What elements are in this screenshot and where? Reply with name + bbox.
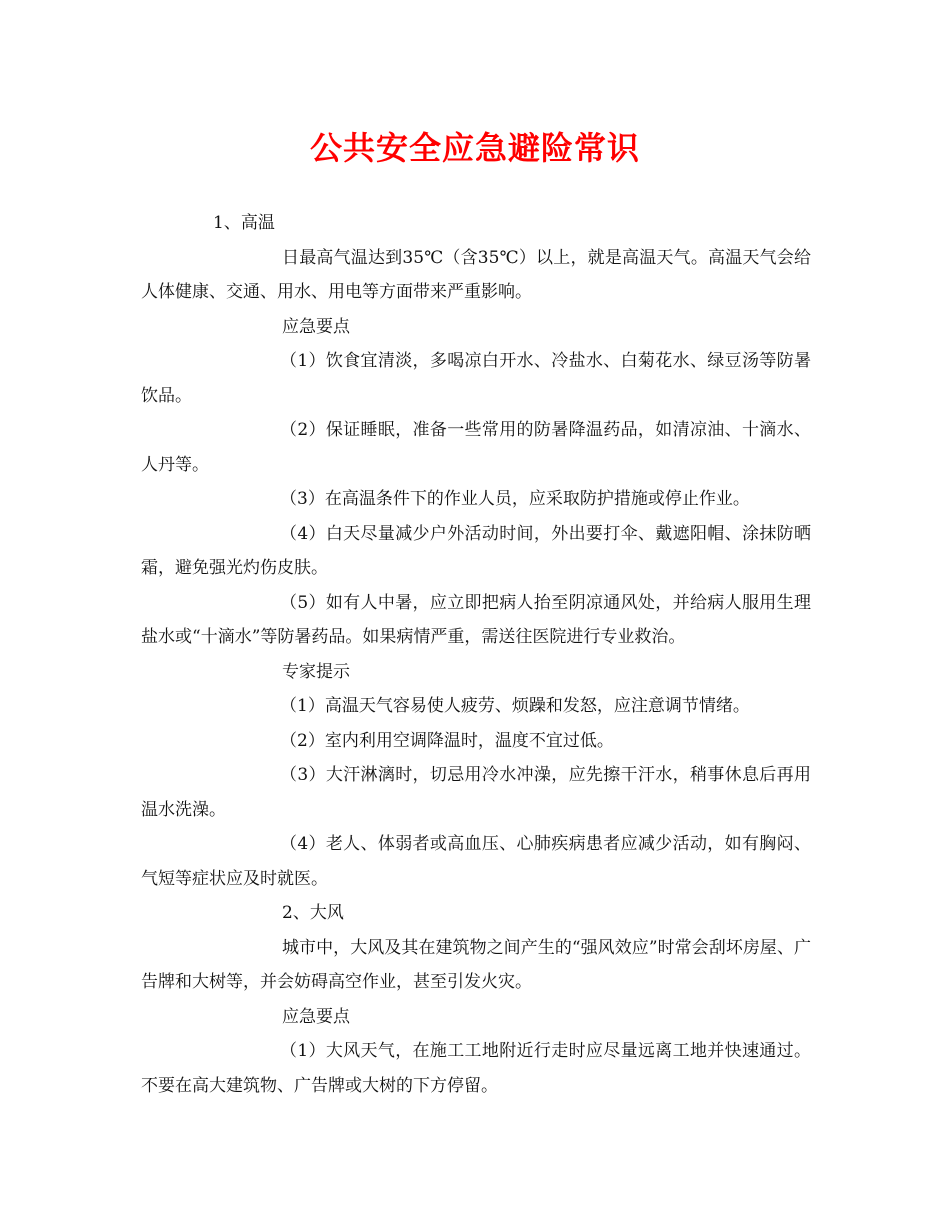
document-body (141, 206, 811, 1103)
heat-tip-4: （4）老人、体弱者或高血压、心肺疾病患者应减少活动，如有胸闷、气短等症状应及时就医。 (141, 834, 811, 889)
heat-intro-paragraph: 日最高气温达到35℃（含35℃）以上，就是高温天气。高温天气会给人体健康、交通、用水、用电等方面带来严重影响。 (141, 247, 811, 302)
heat-point-1: （1）饮食宜清淡，多喝凉白开水、冷盐水、白菊花水、绿豆汤等防暑饮品。 (141, 351, 811, 406)
wind-intro-paragraph: 城市中，大风及其在建筑物之间产生的“强风效应”时常会刮坏房屋、广告牌和大树等，并会妨碍高空作业，甚至引发火灾。 (141, 937, 811, 992)
heat-point-5: （5）如有人中暑，应立即把病人抬至阴凉通风处，并给病人服用生理盐水或“十滴水”等防暑药品。如果病情严重，需送往医院进行专业救治。 (141, 592, 811, 647)
wind-point-1: （1）大风天气，在施工工地附近行走时应尽量远离工地并快速通过。不要在高大建筑物、广告牌或大树的下方停留。 (141, 1041, 811, 1096)
heat-tip-3: （3）大汗淋漓时，切忌用冷水冲澡，应先擦干汗水，稍事休息后再用温水洗澡。 (141, 765, 811, 820)
document-title: 公共安全应急避险常识 (309, 129, 640, 167)
heat-emergency-points-heading: 应急要点 (282, 316, 350, 337)
wind-emergency-points-heading: 应急要点 (282, 1006, 350, 1027)
heat-point-4: （4）白天尽量减少户外活动时间，外出要打伞、戴遮阳帽、涂抹防晒霜，避免强光灼伤皮肤。 (141, 523, 811, 578)
heat-expert-tips-heading: 专家提示 (282, 661, 350, 682)
heat-point-2: （2）保证睡眠，准备一些常用的防暑降温药品，如清凉油、十滴水、人丹等。 (141, 420, 811, 475)
heat-tip-2: （2）室内利用空调降温时，温度不宜过低。 (280, 730, 614, 751)
section-heading-wind: 2、大风 (282, 903, 344, 923)
heat-tip-1: （1）高温天气容易使人疲劳、烦躁和发怒，应注意调节情绪。 (280, 696, 750, 716)
heat-point-3: （3）在高温条件下的作业人员，应采取防护措施或停止作业。 (280, 489, 750, 509)
section-heading-heat: 1、高温 (213, 213, 275, 233)
